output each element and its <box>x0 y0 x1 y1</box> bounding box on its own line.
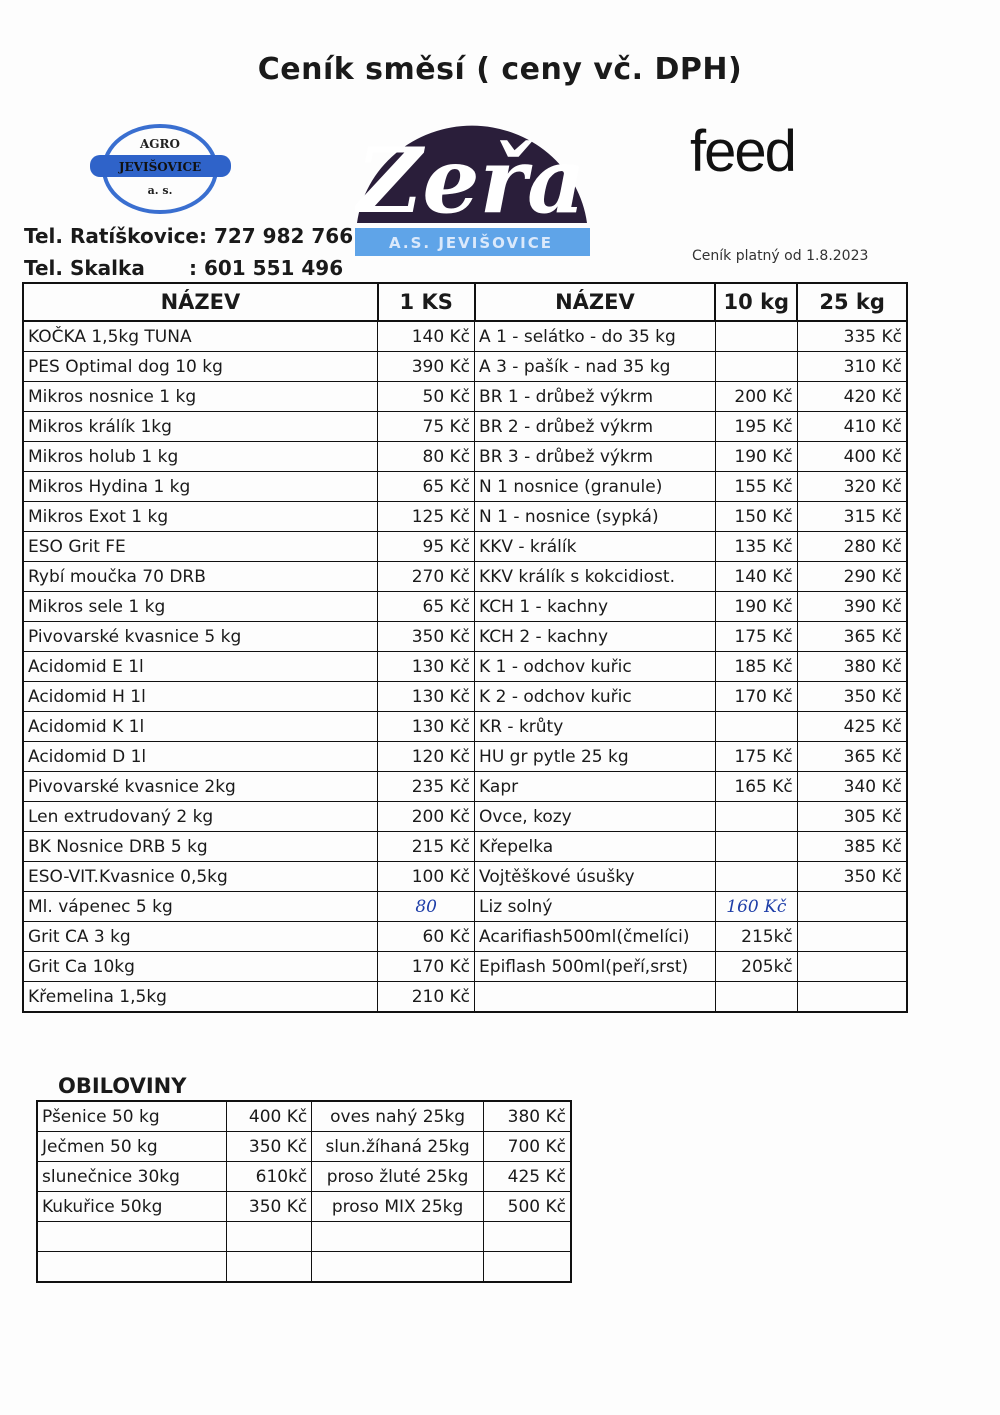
table-row <box>23 592 907 622</box>
item-name: ESO-VIT.Kvasnice 0,5kg <box>23 862 378 892</box>
header-10kg: 10 kg <box>715 283 797 321</box>
table-row <box>23 472 907 502</box>
item-name: Mikros nosnice 1 kg <box>23 382 378 412</box>
mix-price-25kg: 380 Kč <box>797 652 907 682</box>
grain-name: Pšenice 50 kg <box>37 1101 226 1132</box>
zera-logo <box>355 108 590 258</box>
mix-name: K 1 - odchov kuřic <box>475 652 716 682</box>
item-price-1ks: 80 Kč <box>378 442 475 472</box>
mix-price-25kg: 335 Kč <box>797 321 907 352</box>
mix-name: Liz solný <box>475 892 716 922</box>
table-row <box>23 412 907 442</box>
mix-price-10kg: 200 Kč <box>715 382 797 412</box>
grain-name-2: proso žluté 25kg <box>312 1162 484 1192</box>
mix-price-25kg <box>797 982 907 1013</box>
mix-name: Ovce, kozy <box>475 802 716 832</box>
mix-name: KCH 2 - kachny <box>475 622 716 652</box>
mix-price-25kg: 350 Kč <box>797 862 907 892</box>
item-price-1ks: 200 Kč <box>378 802 475 832</box>
grain-price-2 <box>483 1222 571 1252</box>
item-name: Acidomid H 1l <box>23 682 378 712</box>
table-row <box>23 922 907 952</box>
mix-name: BR 3 - drůbež výkrm <box>475 442 716 472</box>
mix-name: Křepelka <box>475 832 716 862</box>
item-price-1ks: 65 Kč <box>378 472 475 502</box>
mix-price-10kg <box>715 832 797 862</box>
mix-price-25kg <box>797 952 907 982</box>
zera-sub-text: A.S. JEVIŠOVICE <box>389 234 553 252</box>
item-price-1ks: 125 Kč <box>378 502 475 532</box>
mix-price-10kg: 190 Kč <box>715 442 797 472</box>
table-row <box>23 772 907 802</box>
grain-price-2: 500 Kč <box>483 1192 571 1222</box>
zera-text: Zeřa <box>356 128 586 234</box>
mix-name: BR 2 - drůbež výkrm <box>475 412 716 442</box>
table-row <box>23 982 907 1013</box>
mix-name: Kapr <box>475 772 716 802</box>
mix-name <box>475 982 716 1013</box>
grain-price: 350 Kč <box>226 1132 312 1162</box>
mix-price-25kg: 290 Kč <box>797 562 907 592</box>
page-title: Ceník směsí ( ceny vč. DPH) <box>257 52 743 87</box>
grain-price-2: 380 Kč <box>483 1101 571 1132</box>
grain-price: 400 Kč <box>226 1101 312 1132</box>
mix-price-25kg <box>797 892 907 922</box>
grain-price: 350 Kč <box>226 1192 312 1222</box>
item-name: Pivovarské kvasnice 2kg <box>23 772 378 802</box>
table-row <box>23 532 907 562</box>
item-price-1ks: 350 Kč <box>378 622 475 652</box>
grain-price <box>226 1222 312 1252</box>
mix-name: A 1 - selátko - do 35 kg <box>475 321 716 352</box>
table-row <box>23 442 907 472</box>
item-price-1ks: 215 Kč <box>378 832 475 862</box>
mix-price-10kg: 150 Kč <box>715 502 797 532</box>
item-name: Rybí moučka 70 DRB <box>23 562 378 592</box>
table-row <box>23 952 907 982</box>
item-price-1ks: 235 Kč <box>378 772 475 802</box>
item-name: Mikros Hydina 1 kg <box>23 472 378 502</box>
grain-price-2: 425 Kč <box>483 1162 571 1192</box>
table-row <box>37 1252 571 1283</box>
phone-label: Tel. Skalka <box>24 256 145 280</box>
mix-price-25kg: 400 Kč <box>797 442 907 472</box>
mix-name: KKV králík s kokcidiost. <box>475 562 716 592</box>
table-row <box>23 652 907 682</box>
item-price-1ks: 100 Kč <box>378 862 475 892</box>
table-row <box>23 562 907 592</box>
mix-name: N 1 - nosnice (sypká) <box>475 502 716 532</box>
table-row <box>23 682 907 712</box>
table-row <box>23 321 907 352</box>
item-name: Křemelina 1,5kg <box>23 982 378 1013</box>
mix-price-25kg: 310 Kč <box>797 352 907 382</box>
table-row <box>23 862 907 892</box>
grain-name <box>37 1252 226 1283</box>
item-price-1ks: 270 Kč <box>378 562 475 592</box>
table-row <box>23 352 907 382</box>
mix-name: HU gr pytle 25 kg <box>475 742 716 772</box>
item-name: Acidomid D 1l <box>23 742 378 772</box>
table-row <box>37 1101 571 1132</box>
grain-name-2: oves nahý 25kg <box>312 1101 484 1132</box>
item-name: Grit CA 3 kg <box>23 922 378 952</box>
table-row <box>37 1192 571 1222</box>
item-name: Mikros Exot 1 kg <box>23 502 378 532</box>
mix-price-10kg <box>715 802 797 832</box>
mix-price-10kg: 175 Kč <box>715 742 797 772</box>
item-name: Acidomid K 1l <box>23 712 378 742</box>
mix-name: Acarifiash500ml(čmelíci) <box>475 922 716 952</box>
item-price-1ks: 60 Kč <box>378 922 475 952</box>
grain-name <box>37 1222 226 1252</box>
mix-price-25kg: 420 Kč <box>797 382 907 412</box>
item-price-1ks: 130 Kč <box>378 652 475 682</box>
mix-price-25kg <box>797 922 907 952</box>
table-row <box>37 1222 571 1252</box>
item-price-1ks: 390 Kč <box>378 352 475 382</box>
table-row <box>23 742 907 772</box>
item-price-1ks: 75 Kč <box>378 412 475 442</box>
mix-price-25kg: 280 Kč <box>797 532 907 562</box>
mix-price-10kg <box>715 321 797 352</box>
mix-price-25kg: 320 Kč <box>797 472 907 502</box>
phone-skalka <box>24 256 344 280</box>
mix-price-10kg: 160 Kč <box>715 892 797 922</box>
mix-price-10kg: 175 Kč <box>715 622 797 652</box>
mix-price-10kg <box>715 712 797 742</box>
header-name: NÁZEV <box>23 283 378 321</box>
header-1ks: 1 KS <box>378 283 475 321</box>
item-name: Mikros králík 1kg <box>23 412 378 442</box>
header-25kg: 25 kg <box>797 283 907 321</box>
item-price-1ks: 140 Kč <box>378 321 475 352</box>
item-name: BK Nosnice DRB 5 kg <box>23 832 378 862</box>
phone-label: Tel. Ratíškovice: <box>24 224 207 248</box>
mix-price-10kg <box>715 862 797 892</box>
table-row <box>23 502 907 532</box>
jevisovice-text: JEVIŠOVICE <box>118 160 202 174</box>
item-name: Mikros holub 1 kg <box>23 442 378 472</box>
item-price-1ks: 130 Kč <box>378 712 475 742</box>
mix-price-10kg: 135 Kč <box>715 532 797 562</box>
mix-name: Epiflash 500ml(peří,srst) <box>475 952 716 982</box>
mix-price-25kg: 305 Kč <box>797 802 907 832</box>
validity-date: Ceník platný od 1.8.2023 <box>692 248 869 264</box>
item-price-1ks: 95 Kč <box>378 532 475 562</box>
mix-name: BR 1 - drůbež výkrm <box>475 382 716 412</box>
mix-price-10kg: 185 Kč <box>715 652 797 682</box>
agro-text: AGRO <box>140 137 180 151</box>
mix-name: Vojtěškové úsušky <box>475 862 716 892</box>
mix-price-10kg: 165 Kč <box>715 772 797 802</box>
grain-name-2 <box>312 1222 484 1252</box>
grain-name: slunečnice 30kg <box>37 1162 226 1192</box>
phone-number: 727 982 766 <box>213 224 354 248</box>
grain-price-2: 700 Kč <box>483 1132 571 1162</box>
mix-price-25kg: 340 Kč <box>797 772 907 802</box>
item-name: Len extrudovaný 2 kg <box>23 802 378 832</box>
mix-price-25kg: 365 Kč <box>797 622 907 652</box>
table-header-row <box>23 283 907 321</box>
mix-price-25kg: 350 Kč <box>797 682 907 712</box>
grain-price <box>226 1252 312 1283</box>
mix-price-25kg: 365 Kč <box>797 742 907 772</box>
table-row <box>23 802 907 832</box>
mix-name: N 1 nosnice (granule) <box>475 472 716 502</box>
item-price-1ks: 65 Kč <box>378 592 475 622</box>
table-row <box>37 1162 571 1192</box>
grain-name-2 <box>312 1252 484 1283</box>
item-price-1ks: 130 Kč <box>378 682 475 712</box>
item-name: PES Optimal dog 10 kg <box>23 352 378 382</box>
mix-price-10kg <box>715 352 797 382</box>
phone-number: : 601 551 496 <box>189 256 344 280</box>
table-row <box>23 382 907 412</box>
mix-price-25kg: 425 Kč <box>797 712 907 742</box>
item-price-1ks: 170 Kč <box>378 952 475 982</box>
mix-price-10kg: 155 Kč <box>715 472 797 502</box>
table-row <box>23 892 907 922</box>
grain-name: Kukuřice 50kg <box>37 1192 226 1222</box>
feed-logo: feed <box>690 119 795 184</box>
item-name: Pivovarské kvasnice 5 kg <box>23 622 378 652</box>
grain-name-2: slun.žíhaná 25kg <box>312 1132 484 1162</box>
grain-name: Ječmen 50 kg <box>37 1132 226 1162</box>
mix-price-10kg: 170 Kč <box>715 682 797 712</box>
item-price-1ks: 80 <box>378 892 475 922</box>
mix-name: K 2 - odchov kuřic <box>475 682 716 712</box>
as-text: a. s. <box>147 184 173 197</box>
table-row <box>23 712 907 742</box>
item-name: Mikros sele 1 kg <box>23 592 378 622</box>
item-name: KOČKA 1,5kg TUNA <box>23 321 378 352</box>
mix-name: A 3 - pašík - nad 35 kg <box>475 352 716 382</box>
obiloviny-table <box>36 1100 572 1283</box>
item-name: Ml. vápenec 5 kg <box>23 892 378 922</box>
item-price-1ks: 50 Kč <box>378 382 475 412</box>
item-price-1ks: 210 Kč <box>378 982 475 1013</box>
item-price-1ks: 120 Kč <box>378 742 475 772</box>
item-name: ESO Grit FE <box>23 532 378 562</box>
mix-price-10kg: 215kč <box>715 922 797 952</box>
mix-price-25kg: 410 Kč <box>797 412 907 442</box>
mix-price-25kg: 315 Kč <box>797 502 907 532</box>
grain-name-2: proso MIX 25kg <box>312 1192 484 1222</box>
item-name: Acidomid E 1l <box>23 652 378 682</box>
mix-name: KCH 1 - kachny <box>475 592 716 622</box>
mix-price-10kg: 205kč <box>715 952 797 982</box>
header-name-2: NÁZEV <box>475 283 716 321</box>
mix-price-25kg: 385 Kč <box>797 832 907 862</box>
mix-price-10kg: 140 Kč <box>715 562 797 592</box>
table-row <box>37 1132 571 1162</box>
mix-price-25kg: 390 Kč <box>797 592 907 622</box>
agro-jevisovice-logo <box>88 122 233 217</box>
table-row <box>23 622 907 652</box>
mix-price-10kg <box>715 982 797 1013</box>
table-row <box>23 832 907 862</box>
phone-ratiskovice <box>24 224 353 248</box>
item-name: Grit Ca 10kg <box>23 952 378 982</box>
mix-name: KR - krůty <box>475 712 716 742</box>
grain-price: 610kč <box>226 1162 312 1192</box>
mix-name: KKV - králík <box>475 532 716 562</box>
obiloviny-title: OBILOVINY <box>58 1074 187 1098</box>
grain-price-2 <box>483 1252 571 1283</box>
mix-price-10kg: 190 Kč <box>715 592 797 622</box>
price-table <box>22 282 908 1013</box>
mix-price-10kg: 195 Kč <box>715 412 797 442</box>
